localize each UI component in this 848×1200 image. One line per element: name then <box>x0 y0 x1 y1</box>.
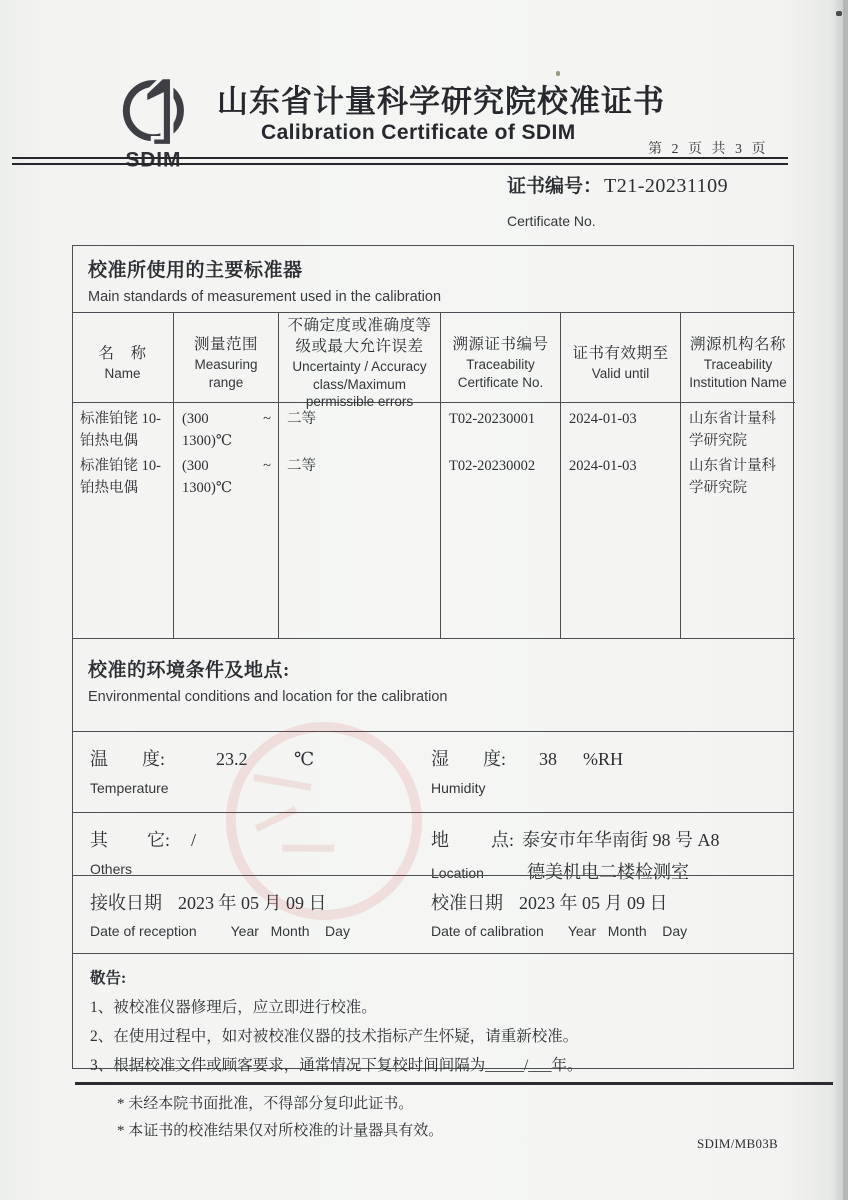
temperature-field: 温 度: 23.2 ℃ Temperature <box>90 749 315 796</box>
header-divider <box>12 157 788 165</box>
table-row: 二等 <box>287 458 316 474</box>
document-title-cn: 山东省计量科学研究院校准证书 <box>217 84 665 119</box>
document-title-en: Calibration Certificate of SDIM <box>261 121 576 144</box>
cell-col-accuracy <box>279 403 441 638</box>
others-value: / <box>191 830 197 850</box>
location-value-line1: 泰安市年华南街 98 号 A8 <box>522 830 720 850</box>
standards-table-header <box>72 312 795 409</box>
footer-divider <box>75 1082 833 1085</box>
footnotes <box>117 1091 443 1145</box>
standards-table <box>72 312 795 639</box>
table-row: (300 ~ 1300)℃ <box>182 411 271 449</box>
table-row: 2024-01-03 <box>569 458 637 474</box>
table-row: 山东省计量科学研究院 <box>689 458 776 496</box>
table-row: (300 ~ 1300)℃ <box>182 458 271 496</box>
table-row: 标准铂铑 10-铂热电偶 <box>80 411 161 449</box>
certificate-body <box>72 245 794 1074</box>
cell-col-range <box>174 403 279 638</box>
standards-title-en: Main standards of measurement used in the calibration <box>88 289 442 305</box>
environment-section-heading <box>73 638 793 731</box>
notice-title: 敬告: <box>90 970 127 987</box>
others-location-row <box>73 812 793 882</box>
standards-section-heading <box>73 246 793 305</box>
humidity-value: 38 <box>539 749 557 769</box>
col-header-valid-until: 证书有效期至 Valid until <box>561 313 681 413</box>
svg-text:SDIM: SDIM <box>125 148 182 170</box>
temperature-humidity-row <box>73 731 793 812</box>
humidity-unit: %RH <box>583 749 623 769</box>
standards-table-body <box>72 403 795 639</box>
temperature-unit: ℃ <box>294 749 315 769</box>
table-row: 标准铂铑 10-铂热电偶 <box>80 458 161 496</box>
cell-col-cert-no <box>441 403 561 638</box>
notice-item: 1、被校准仪器修理后，应立即进行校准。 <box>90 999 377 1016</box>
sdim-logo-icon <box>100 74 212 170</box>
environment-title-cn: 校准的环境条件及地点: <box>88 660 290 681</box>
table-row: 2024-01-03 <box>569 411 637 427</box>
scan-edge <box>843 0 848 1200</box>
notice-section <box>73 953 793 1074</box>
reception-date-field: 接收日期 2023 年 05 月 09 日 Date of reception Year Month Day <box>73 876 431 953</box>
table-row: T02-20230001 <box>449 411 536 427</box>
humidity-field: 湿 度: 38 %RH Humidity <box>431 749 623 796</box>
location-value-line2: 德美机电二楼检测室 <box>527 862 689 882</box>
table-row: 山东省计量科学研究院 <box>689 411 776 449</box>
certificate-number-block <box>507 171 728 229</box>
notice-item: 3、根据校准文件或顾客要求，通常情况下复校时间间隔为_____/___年。 <box>90 1057 583 1074</box>
reception-date-value: 2023 年 05 月 09 日 <box>178 893 327 913</box>
environment-title-en: Environmental conditions and location for the calibration <box>88 689 448 705</box>
form-code: SDIM/MB03B <box>697 1136 779 1151</box>
standards-title-cn: 校准所使用的主要标准器 <box>88 260 303 281</box>
temperature-value: 23.2 <box>216 749 248 769</box>
certificate-number-label-en: Certificate No. <box>507 213 596 229</box>
col-header-institution: 溯源机构名称 Traceability Institution Name <box>689 336 787 390</box>
certificate-number-value: T21-20231109 <box>604 175 729 197</box>
certificate-number-label: 证书编号： <box>507 176 603 197</box>
page-number: 第 2 页 共 3 页 <box>648 142 769 157</box>
cell-col-institution <box>681 403 795 638</box>
calibration-date-field: 校准日期 2023 年 05 月 09 日 Date of calibration Year Month Day <box>431 876 793 953</box>
calibration-date-value: 2023 年 05 月 09 日 <box>519 893 668 913</box>
notice-item: 2、在使用过程中，如对被校准仪器的技术指标产生怀疑，请重新校准。 <box>90 1028 579 1045</box>
footnote: * 未经本院书面批准，不得部分复印此证书。 <box>117 1096 414 1112</box>
dates-row <box>73 875 793 953</box>
col-header-range: 测量范围 Measuring range <box>174 313 279 413</box>
footnote: * 本证书的校准结果仅对所校准的计量器具有效。 <box>117 1123 444 1139</box>
location-field: 地 点: 泰安市年华南街 98 号 A8 Location 德美机电二楼检测室 <box>431 813 793 875</box>
scan-speck <box>836 11 842 16</box>
others-field: 其 它: / Others <box>90 830 197 877</box>
table-row: T02-20230002 <box>449 458 536 474</box>
col-header-uncertainty: 不确定度或准确度等级或最大允许误差 Uncertainty / Accuracy class/Maximum permissible errors <box>279 313 441 413</box>
cell-col-name <box>72 403 174 638</box>
cell-col-valid <box>561 403 681 638</box>
col-header-name: 名 称 Name <box>72 313 174 413</box>
table-row: 二等 <box>287 411 316 427</box>
col-header-traceability-cert: 溯源证书编号 Traceability Certificate No. <box>441 313 561 413</box>
